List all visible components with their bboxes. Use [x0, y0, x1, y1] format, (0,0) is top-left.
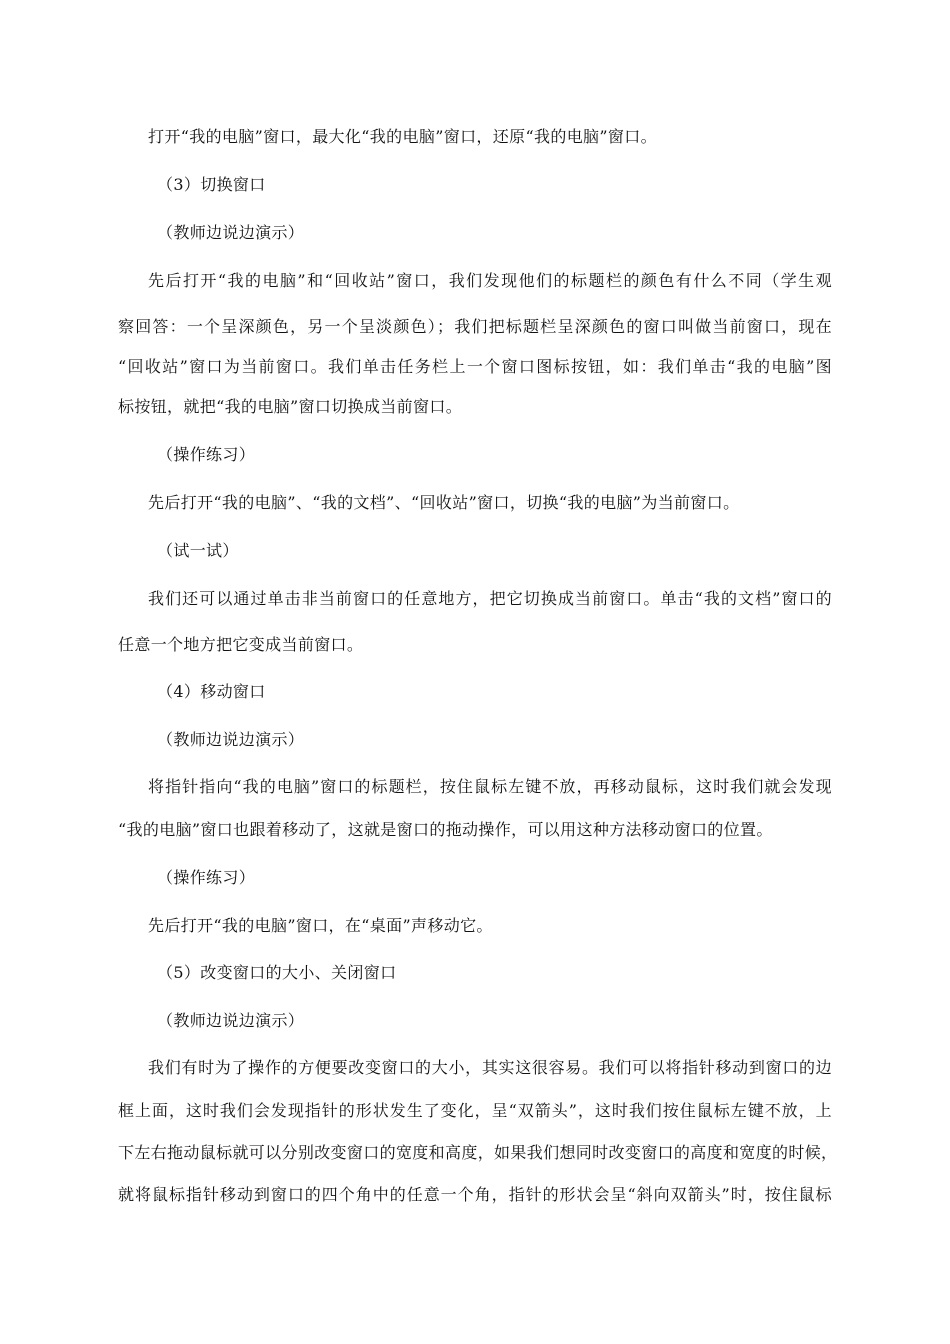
- paragraph-line: 我们还可以通过单击非当前窗口的任意地方，把它切换成当前窗口。单击“我的文档”窗口的: [148, 589, 832, 608]
- paragraph-line: “我的电脑”窗口也跟着移动了，这就是窗口的拖动操作，可以用这种方法移动窗口的位置。: [118, 820, 773, 839]
- paragraph-line: 先后打开“我的电脑”窗口，在“桌面”声移动它。: [148, 916, 493, 935]
- paragraph-line: 标按钮，就把“我的电脑”窗口切换成当前窗口。: [118, 397, 463, 416]
- annotation-label: （教师边说边演示）: [157, 223, 305, 242]
- paragraph-line: 将指针指向“我的电脑”窗口的标题栏，按住鼠标左键不放，再移动鼠标，这时我们就会发现: [148, 777, 832, 796]
- annotation-label: （操作练习）: [157, 868, 256, 887]
- annotation-label: （试一试）: [157, 541, 239, 560]
- section-heading: （4）移动窗口: [157, 682, 266, 701]
- section-heading: （3）切换窗口: [157, 175, 266, 194]
- paragraph-line: 就将鼠标指针移动到窗口的四个角中的任意一个角，指针的形状会呈“斜向双箭头”时，按住鼠标: [118, 1185, 832, 1204]
- annotation-label: （教师边说边演示）: [157, 730, 305, 749]
- paragraph-line: 下左右拖动鼠标就可以分别改变窗口的宽度和高度，如果我们想同时改变窗口的高度和宽度的时候，: [118, 1143, 838, 1162]
- paragraph-line: 察回答：一个呈深颜色，另一个呈淡颜色）；我们把标题栏呈深颜色的窗口叫做当前窗口，现在: [118, 317, 832, 336]
- paragraph-line: 我们有时为了操作的方便要改变窗口的大小，其实这很容易。我们可以将指针移动到窗口的边: [148, 1058, 832, 1077]
- paragraph-line: 先后打开“我的电脑”和“回收站”窗口，我们发现他们的标题栏的颜色有什么不同（学生观: [148, 271, 832, 290]
- section-heading: （5）改变窗口的大小、关闭窗口: [157, 963, 397, 982]
- paragraph-line: 先后打开“我的电脑”、“我的文档”、“回收站”窗口，切换“我的电脑”为当前窗口。: [148, 493, 740, 512]
- paragraph-line: 框上面，这时我们会发现指针的形状发生了变化，呈“双箭头”，这时我们按住鼠标左键不放，上: [118, 1101, 832, 1120]
- annotation-label: （教师边说边演示）: [157, 1011, 305, 1030]
- paragraph-line: 任意一个地方把它变成当前窗口。: [118, 635, 364, 654]
- annotation-label: （操作练习）: [157, 445, 256, 464]
- paragraph-line: 打开“我的电脑”窗口，最大化“我的电脑”窗口，还原“我的电脑”窗口。: [148, 127, 657, 146]
- paragraph-line: “回收站”窗口为当前窗口。我们单击任务栏上一个窗口图标按钮，如：我们单击“我的电脑”图: [118, 357, 832, 376]
